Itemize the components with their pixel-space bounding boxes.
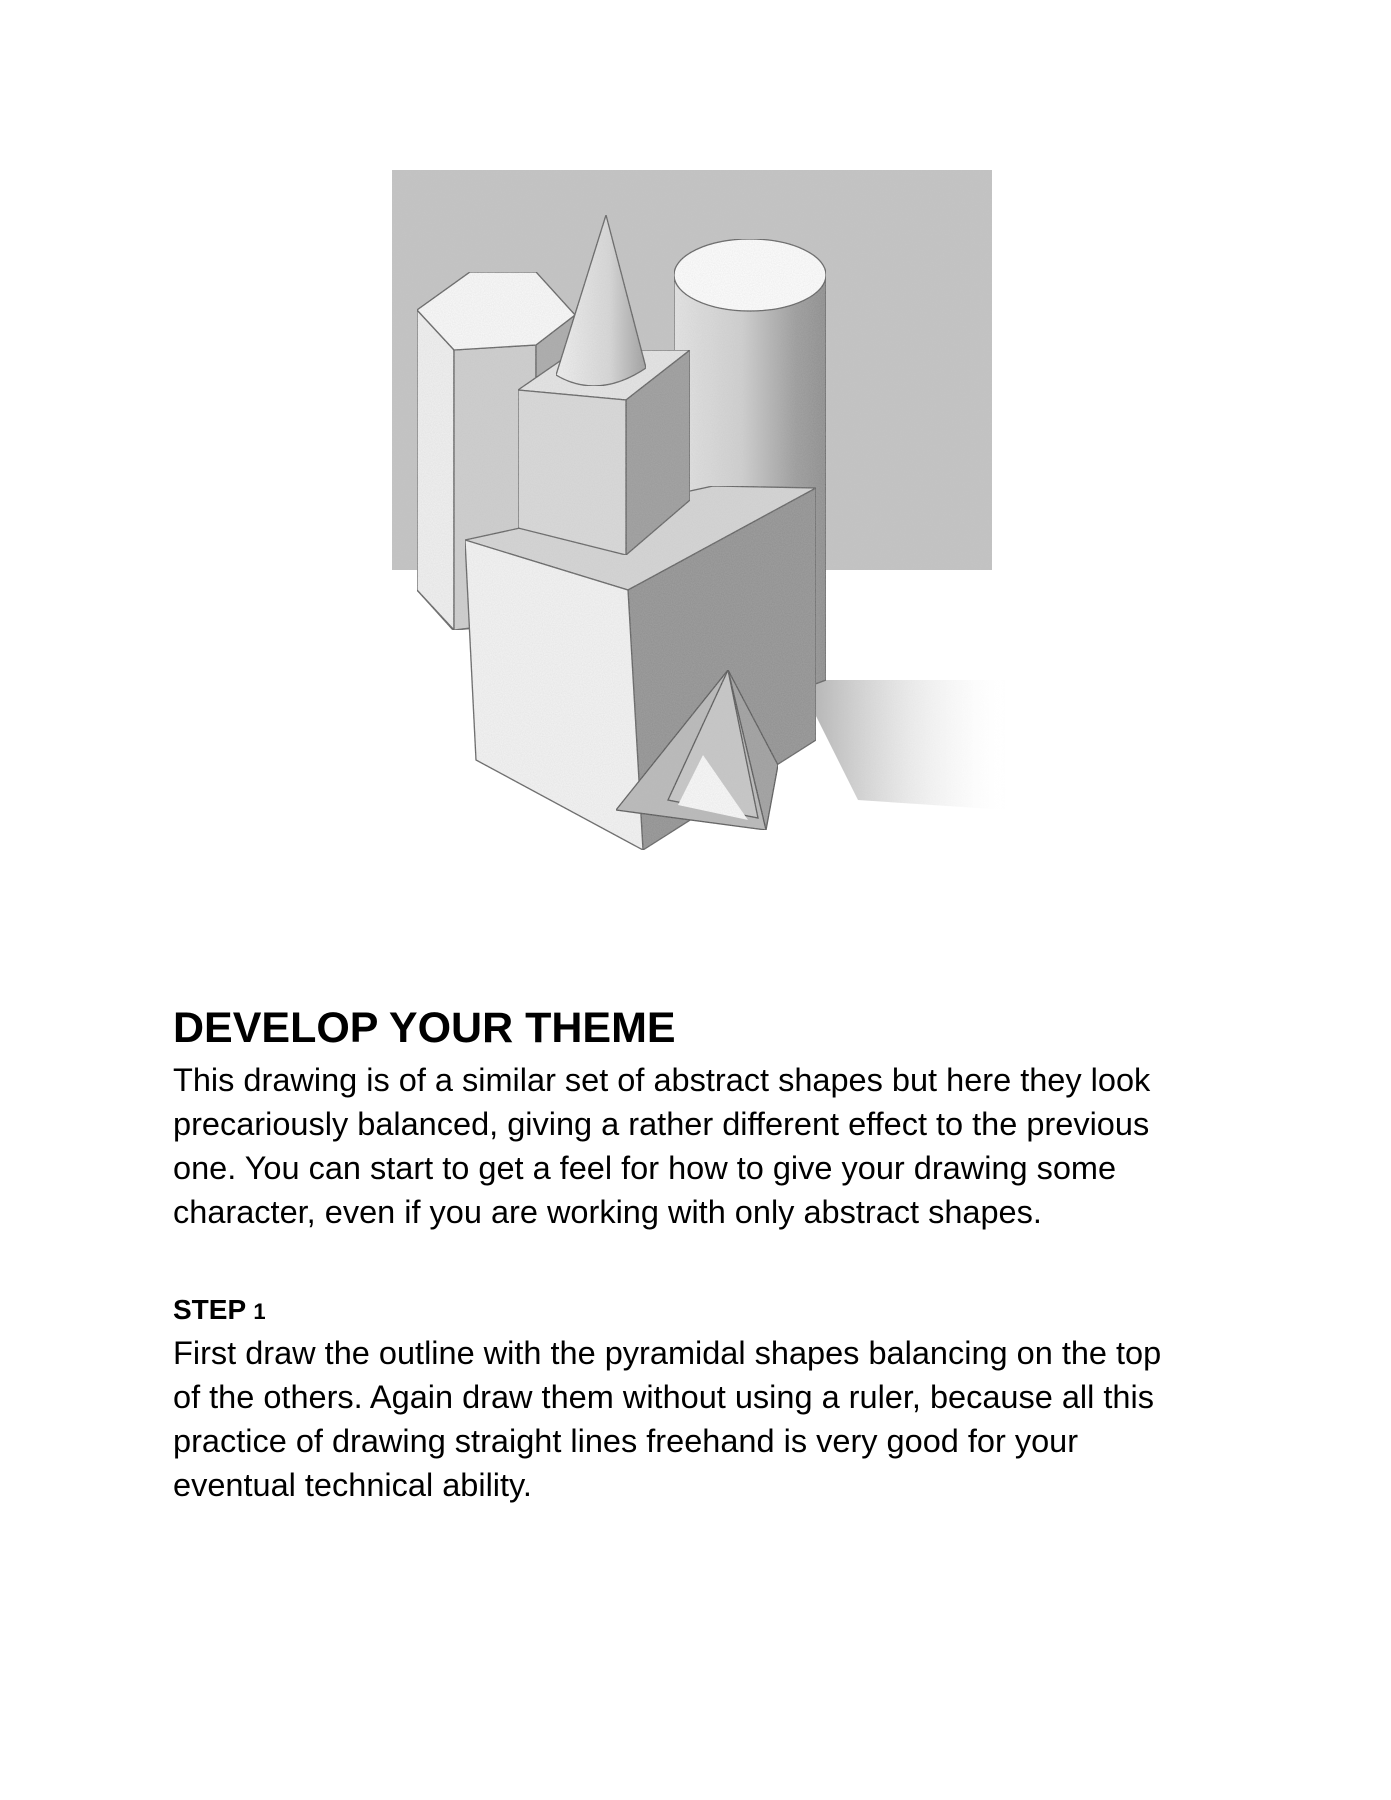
step-paragraph (173, 1331, 1233, 1507)
intro-paragraph (173, 1058, 1233, 1234)
step-label: STEP (173, 1294, 246, 1325)
intro-line: precariously balanced, giving a rather different effect to the previous (173, 1106, 1150, 1142)
step-line: of the others. Again draw them without using a ruler, because all this (173, 1379, 1154, 1415)
step-line: First draw the outline with the pyramidal shapes balancing on the top (173, 1335, 1162, 1371)
step-number: 1 (253, 1299, 266, 1324)
step-heading (173, 1290, 266, 1332)
intro-line: character, even if you are working with only abstract shapes. (173, 1194, 1042, 1230)
section-title: DEVELOP YOUR THEME (173, 1004, 676, 1052)
step-line: eventual technical ability. (173, 1467, 532, 1503)
intro-line: one. You can start to get a feel for how to give your drawing some (173, 1150, 1117, 1186)
step-line: practice of drawing straight lines freehand is very good for your (173, 1423, 1079, 1459)
intro-line: This drawing is of a similar set of abstract shapes but here they look (173, 1062, 1151, 1098)
pencil-drawing-illustration (378, 160, 1008, 960)
